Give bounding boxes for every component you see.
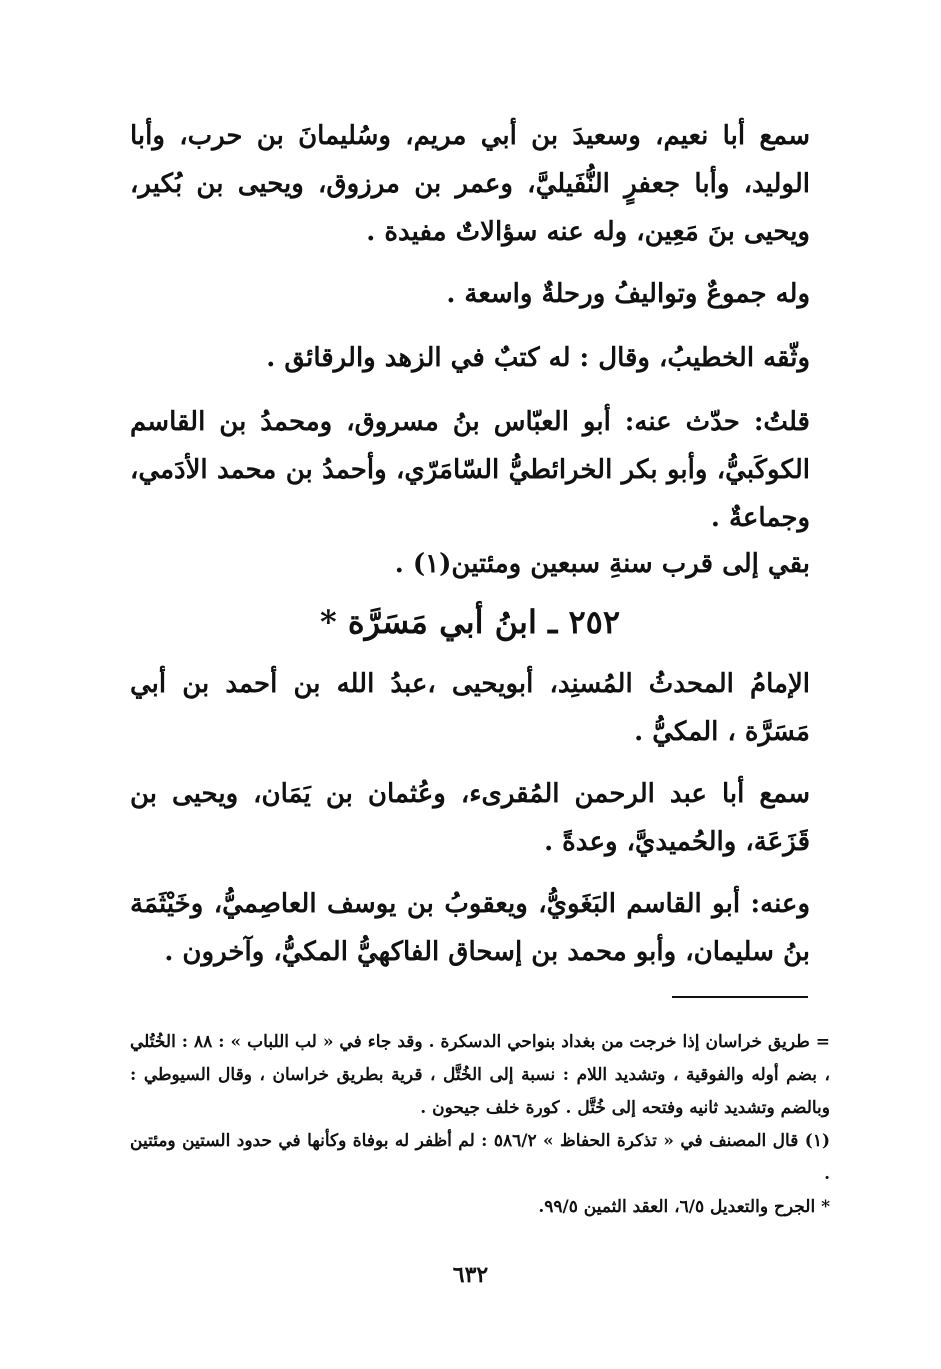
paragraph-works [130,270,810,318]
paragraph-students [130,398,810,542]
paragraph-text: سمع أبا نعيم، وسعيدَ بن أبي مريم، وسُليمانَ بن حرب، وأبا الوليد، وأبا جعفرٍ النُّفَيليَّ، وعمر بن مرزوق، ويحيى بن بُكير، ويحيى بنَ مَعِين، وله عنه سؤالاتٌ مفيدة . [130,121,810,247]
entry-paragraph-teachers [130,770,810,866]
page-number: ٦٣٢ [452,1262,489,1288]
entry-paragraph-students [130,880,810,976]
paragraph-text: وعنه: أبو القاسم البَغَويُّ، ويعقوبُ بن يوسف العاصِميُّ، وخَيْثَمَة بنُ سليمان، وأبو محمد بن إسحاق الفاكهيُّ المكيُّ، وآخرون . [130,889,810,967]
paragraph-death [130,540,810,588]
paragraph-text: بقي إلى قرب سنةِ سبعين ومئتين(١) . [394,549,810,579]
entry-paragraph-intro [130,660,810,756]
paragraph-text: سمع أبا عبد الرحمن المُقرىء، وعُثمان بن يَمَان، ويحيى بن قَزَعَة، والحُميديَّ، وعدةً . [130,779,810,857]
paragraph-text: الإمامُ المحدثُ المُسنِد، أبويحيى ،عبدُ الله بن أحمد بن أبي مَسَرَّة ، المكيُّ . [130,669,810,747]
footnote-1: (١) قال المصنف في « تذكرة الحفاظ » ٥٨٦/٢ : لم أظفر له بوفاة وكأنها في حدود الستين ومئتين . [130,1131,830,1184]
footnote-sources: * الجرح والتعديل ٦/٥، العقد الثمين ٩٩/٥. [538,1197,830,1217]
paragraph-reliability [130,334,810,382]
footnote-separator [672,996,808,998]
paragraph-text: وثّقه الخطيبُ، وقال : له كتبٌ في الزهد والرقائق . [266,343,810,373]
footnotes [130,1026,830,1224]
footnote-continuation: = طريق خراسان إذا خرجت من بغداد بنواحي الدسكرة . وقد جاء في « لب اللباب » : ٨٨ : الخُتُلي ، بضم أوله والفوقية ، وتشديد اللام : نسبة إلى الخُتَّل ، قرية بطريق خراسان ، وقال السيوطي : وبالضم وتشديد ثانيه وفتحه إلى خُتَّل . كورة خلف جيحون . [130,1032,831,1118]
paragraph-text: وله جموعٌ وتواليفُ ورحلةٌ واسعة . [446,279,810,309]
paragraph-text: قلتُ: حدّث عنه: أبو العبّاس بنُ مسروق، ومحمدُ بن القاسم الكوكَبيُّ، وأبو بكر الخرائطيُّ السّامَرّي، وأحمدُ بن محمد الأدَمي، وجماعةٌ . [130,407,810,533]
paragraph-teachers [130,112,810,256]
entry-heading: ٢٥٢ ـ ابنُ أبي مَسَرَّة * [319,603,621,641]
